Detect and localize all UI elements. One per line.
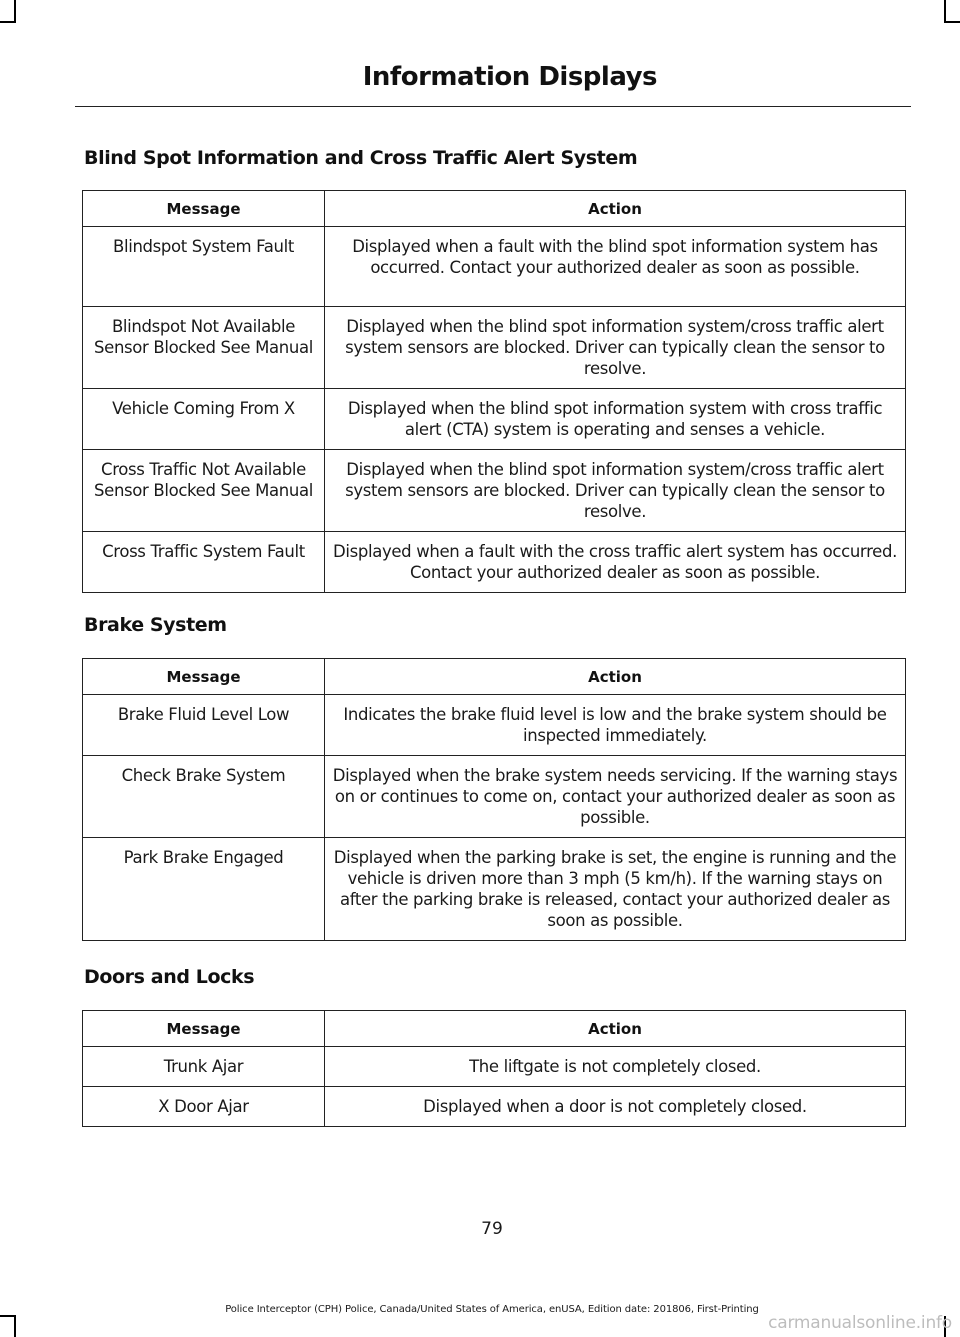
message-cell: Cross Traffic System Fault bbox=[83, 532, 325, 593]
table-row bbox=[83, 1087, 906, 1127]
table-header-row bbox=[83, 659, 906, 695]
action-cell: Displayed when a fault with the blind spot information system has occurred. Contact your authorized dealer as soon as possible. bbox=[325, 227, 906, 307]
action-cell: Displayed when the blind spot information system with cross traffic alert (CTA) system is operating and senses a vehicle. bbox=[325, 389, 906, 450]
table-row bbox=[83, 227, 906, 307]
message-cell: Brake Fluid Level Low bbox=[83, 695, 325, 756]
page-number: 79 bbox=[481, 1219, 503, 1239]
table-row bbox=[83, 532, 906, 593]
table-row bbox=[83, 1047, 906, 1087]
action-cell: Displayed when a fault with the cross traffic alert system has occurred. Contact your authorized dealer as soon as possible. bbox=[325, 532, 906, 593]
action-cell: Displayed when the blind spot information system/cross traffic alert system sensors are blocked. Driver can typically clean the sensor to resolve. bbox=[325, 307, 906, 389]
crop-mark-top-left-h bbox=[0, 21, 16, 23]
column-header-message: Message bbox=[83, 1011, 325, 1047]
crop-mark-top-right-h bbox=[944, 21, 960, 23]
table-row bbox=[83, 695, 906, 756]
table-row bbox=[83, 838, 906, 941]
message-cell: Trunk Ajar bbox=[83, 1047, 325, 1087]
message-cell: Cross Traffic Not Available Sensor Blocked See Manual bbox=[83, 450, 325, 532]
footer-edition-info: Police Interceptor (CPH) Police, Canada/United States of America, enUSA, Edition date: 201806, First-Printing bbox=[225, 1304, 759, 1315]
action-cell: Displayed when the parking brake is set, the engine is running and the vehicle is driven more than 3 mph (5 km/h). If the warning stays on after the parking brake is released, contact your authorized dealer as soon as possible. bbox=[325, 838, 906, 941]
table-header-row bbox=[83, 1011, 906, 1047]
crop-mark-bottom-left-v bbox=[14, 1316, 16, 1337]
action-cell: Displayed when the blind spot information system/cross traffic alert system sensors are blocked. Driver can typically clean the sensor to resolve. bbox=[325, 450, 906, 532]
column-header-action: Action bbox=[325, 659, 906, 695]
section-title-brake-system: Brake System bbox=[84, 614, 227, 636]
table-row bbox=[83, 450, 906, 532]
message-cell: Park Brake Engaged bbox=[83, 838, 325, 941]
crop-mark-bottom-left-h bbox=[0, 1315, 16, 1317]
action-cell: Displayed when the brake system needs servicing. If the warning stays on or continues to come on, contact your authorized dealer as soon as possible. bbox=[325, 756, 906, 838]
crop-mark-top-right-v bbox=[944, 0, 946, 22]
header-divider bbox=[75, 106, 911, 107]
table-header-row bbox=[83, 191, 906, 227]
section-title-blind-spot: Blind Spot Information and Cross Traffic Alert System bbox=[84, 147, 638, 169]
column-header-action: Action bbox=[325, 191, 906, 227]
table-brake-system bbox=[82, 658, 906, 941]
table-row bbox=[83, 756, 906, 838]
table-doors-and-locks bbox=[82, 1010, 906, 1127]
message-cell: Blindspot Not Available Sensor Blocked See Manual bbox=[83, 307, 325, 389]
action-cell: Displayed when a door is not completely closed. bbox=[325, 1087, 906, 1127]
message-cell: Vehicle Coming From X bbox=[83, 389, 325, 450]
crop-mark-top-left-v bbox=[14, 0, 16, 22]
page-header-title: Information Displays bbox=[362, 62, 657, 92]
action-cell: The liftgate is not completely closed. bbox=[325, 1047, 906, 1087]
table-blind-spot bbox=[82, 190, 906, 593]
message-cell: Blindspot System Fault bbox=[83, 227, 325, 307]
action-cell: Indicates the brake fluid level is low and the brake system should be inspected immediately. bbox=[325, 695, 906, 756]
table-row bbox=[83, 307, 906, 389]
column-header-message: Message bbox=[83, 659, 325, 695]
message-cell: X Door Ajar bbox=[83, 1087, 325, 1127]
column-header-message: Message bbox=[83, 191, 325, 227]
table-row bbox=[83, 389, 906, 450]
section-title-doors-and-locks: Doors and Locks bbox=[84, 966, 255, 988]
column-header-action: Action bbox=[325, 1011, 906, 1047]
message-cell: Check Brake System bbox=[83, 756, 325, 838]
watermark-link[interactable]: carmanualsonline.info bbox=[768, 1313, 952, 1333]
